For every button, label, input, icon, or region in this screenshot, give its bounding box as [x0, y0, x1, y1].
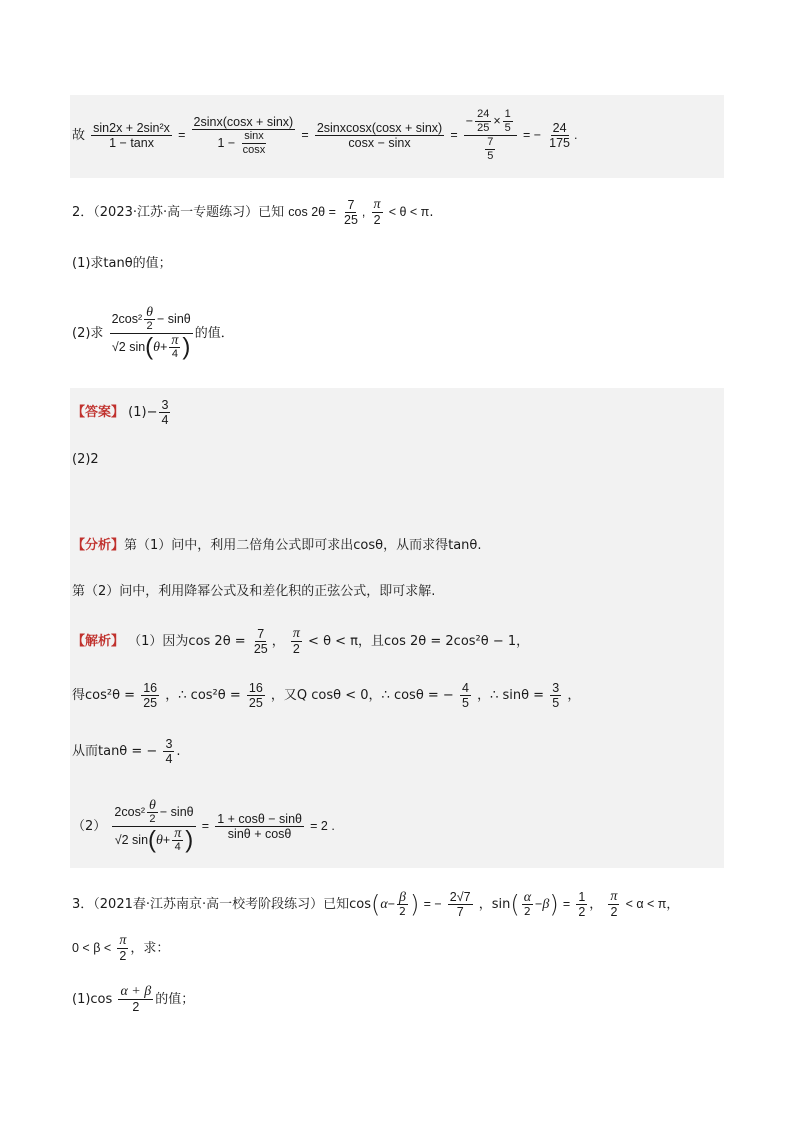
analysis2-line: 第（2）问中，利用降幂公式及和差化积的正弦公式，即可求解.	[72, 584, 436, 599]
answer2-line: (2)2	[72, 452, 99, 467]
analysis-line: 【分析】第（1）问中，利用二倍角公式即可求出cosθ，从而求得tanθ.	[72, 538, 482, 553]
prefix-text: 故	[72, 128, 86, 143]
q3-part1: (1)cos $\frac{\alpha + \beta}{2}$ 的值；	[72, 984, 195, 1014]
solution-line-3: 从而tanθ = − $\frac{3}{4}$ .	[72, 737, 181, 766]
q3-line2: 0 < β < $\frac{\pi}{2}$ ，求：	[72, 933, 170, 963]
q3-header: 3．（2021春·江苏南京·高一校考阶段练习）已知cos(α− $\frac{\beta}{2}$ ) = − $\frac{2√7}{7}$ ，sin( $\frac{\alpha}{2}$ −β) = $\frac{1}{2}$ ， $\frac{\pi}{2}$ < α < π，	[72, 889, 679, 919]
expr3-fraction: $\frac{\text{2sinxcosx(cosx + sinx)}}{\cos x - \sin x}$	[316, 121, 443, 150]
q2-header: 2．（2023·江苏·高一专题练习）已知 cos 2θ = $\frac{7}{25}$ , $\frac{\pi}{2}$ < θ < π.	[72, 197, 434, 227]
result-fraction: $\frac{24}{175}$	[549, 121, 571, 150]
q2-part2: (2)求 2cos² $\frac{\theta}{2}$ − sinθ √2 sin(θ+ $\frac{\pi}{4}$ ) 的值．	[72, 305, 234, 361]
top-solution-line: 故 $\frac{\text{sin2x + 2sin²x}}{1 - \tan x}$ = 2sinx(cosx + sinx) 1 − $\frac{\sin x}{\cos x}$ = $\frac{\text{2sinxcosx(cosx + sinx)}}{\cos x - \sin x}$ = − $\frac{24}{25}$ × $\frac{1}{5}$ $\frac{7}{5}$ = − $\frac{24}{175}$ .	[72, 108, 578, 162]
solution-line-4: （2） 2cos² $\frac{\theta}{2}$ − sinθ √2 sin(θ+ $\frac{\pi}{4}$ ) = $\frac{1 + \cos\theta - \sin\theta}{\sin\theta + \cos\theta}$ = 2 .	[72, 798, 335, 854]
expr1-fraction: $\frac{\text{sin2x + 2sin²x}}{1 - \tan x}$	[93, 121, 170, 150]
solution-line-1: 【解析】 （1）因为cos 2θ = $\frac{7}{25}$ ， $\frac{\pi}{2}$ < θ < π，且cos 2θ = 2cos²θ − 1，	[72, 626, 530, 656]
q2-part1: (1)求tanθ的值；	[72, 256, 172, 271]
expr4-fraction: − $\frac{24}{25}$ × $\frac{1}{5}$ $\frac{7}{5}$	[464, 108, 517, 163]
solution-line-2: 得cos²θ = $\frac{16}{25}$ ，∴ cos²θ = $\frac{16}{25}$ ，又Q cosθ < 0，∴ cosθ = − $\frac{4}{5}$ ，∴ sinθ = $\frac{3}{5}$ ，	[72, 681, 581, 710]
answer-line: 【答案】 (1)− $\frac{3}{4}$	[72, 398, 169, 427]
expr2-fraction: 2sinx(cosx + sinx) 1 − $\frac{\sin x}{\cos x}$	[193, 114, 294, 156]
